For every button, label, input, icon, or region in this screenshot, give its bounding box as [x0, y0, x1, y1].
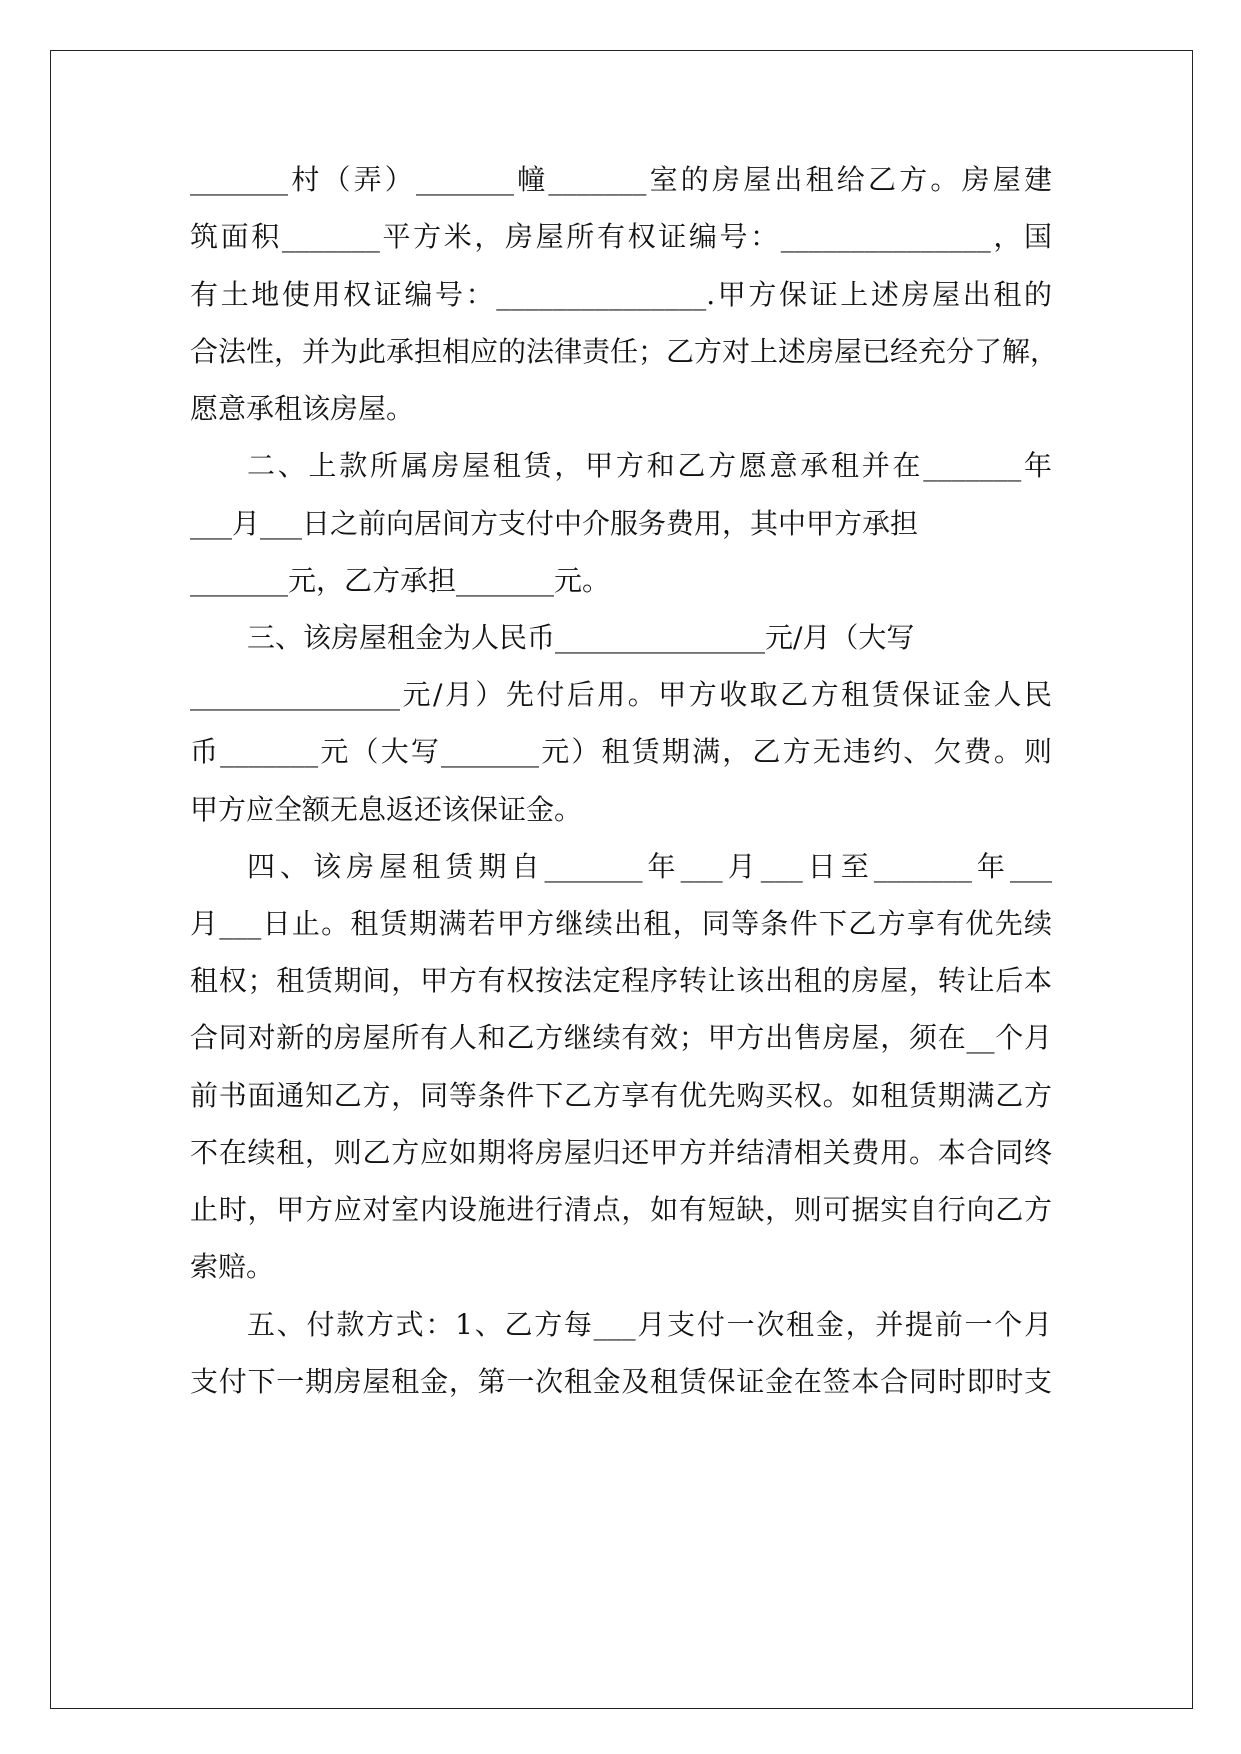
text-line: _______元，乙方承担_______元。 [190, 564, 611, 597]
paragraph-4-start: 四、该房屋租赁期自_______年___月___日至_______年___ [247, 850, 1052, 883]
text-line: 索赔。 [190, 1250, 275, 1283]
text-line: 合法性，并为此承担相应的法律责任；乙方对上述房屋已经充分了解， [190, 335, 1059, 368]
text-line: 有土地使用权证编号：_______________.甲方保证上述房屋出租的 [190, 278, 1052, 311]
text-line: ___月___日之前向居间方支付中介服务费用，其中甲方承担 [190, 507, 919, 540]
paragraph-5-start: 五、付款方式：1、乙方每___月支付一次租金，并提前一个月 [247, 1308, 1052, 1341]
text-line: 合同对新的房屋所有人和乙方继续有效；甲方出售房屋，须在__个月 [190, 1021, 1052, 1054]
text-line: 月___日止。租赁期满若甲方继续出租，同等条件下乙方享有优先续 [190, 907, 1052, 940]
text-line: 止时，甲方应对室内设施进行清点，如有短缺，则可据实自行向乙方 [190, 1193, 1052, 1226]
paragraph-3-start: 三、该房屋租金为人民币_______________元/月（大写 [247, 621, 915, 654]
text-line: 前书面通知乙方，同等条件下乙方享有优先购买权。如租赁期满乙方 [190, 1079, 1052, 1112]
text-line: 租权；租赁期间，甲方有权按法定程序转让该出租的房屋，转让后本 [190, 964, 1052, 997]
text-line: 筑面积_______平方米，房屋所有权证编号：_______________，国 [190, 220, 1052, 253]
text-line: 币_______元（大写_______元）租赁期满，乙方无违约、欠费。则 [190, 735, 1052, 768]
text-line: 支付下一期房屋租金，第一次租金及租赁保证金在签本合同时即时支 [190, 1365, 1052, 1398]
paragraph-2-start: 二、上款所属房屋租赁，甲方和乙方愿意承租并在_______年 [247, 449, 1052, 482]
text-line: 不在续租，则乙方应如期将房屋归还甲方并结清相关费用。本合同终 [190, 1136, 1052, 1169]
text-line: _______村（弄）_______幢_______室的房屋出租给乙方。房屋建 [190, 163, 1052, 196]
text-line: 甲方应全额无息返还该保证金。 [190, 793, 583, 826]
text-line: 愿意承租该房屋。 [190, 392, 415, 425]
text-line: _______________元/月）先付后用。甲方收取乙方租赁保证金人民 [190, 678, 1052, 711]
